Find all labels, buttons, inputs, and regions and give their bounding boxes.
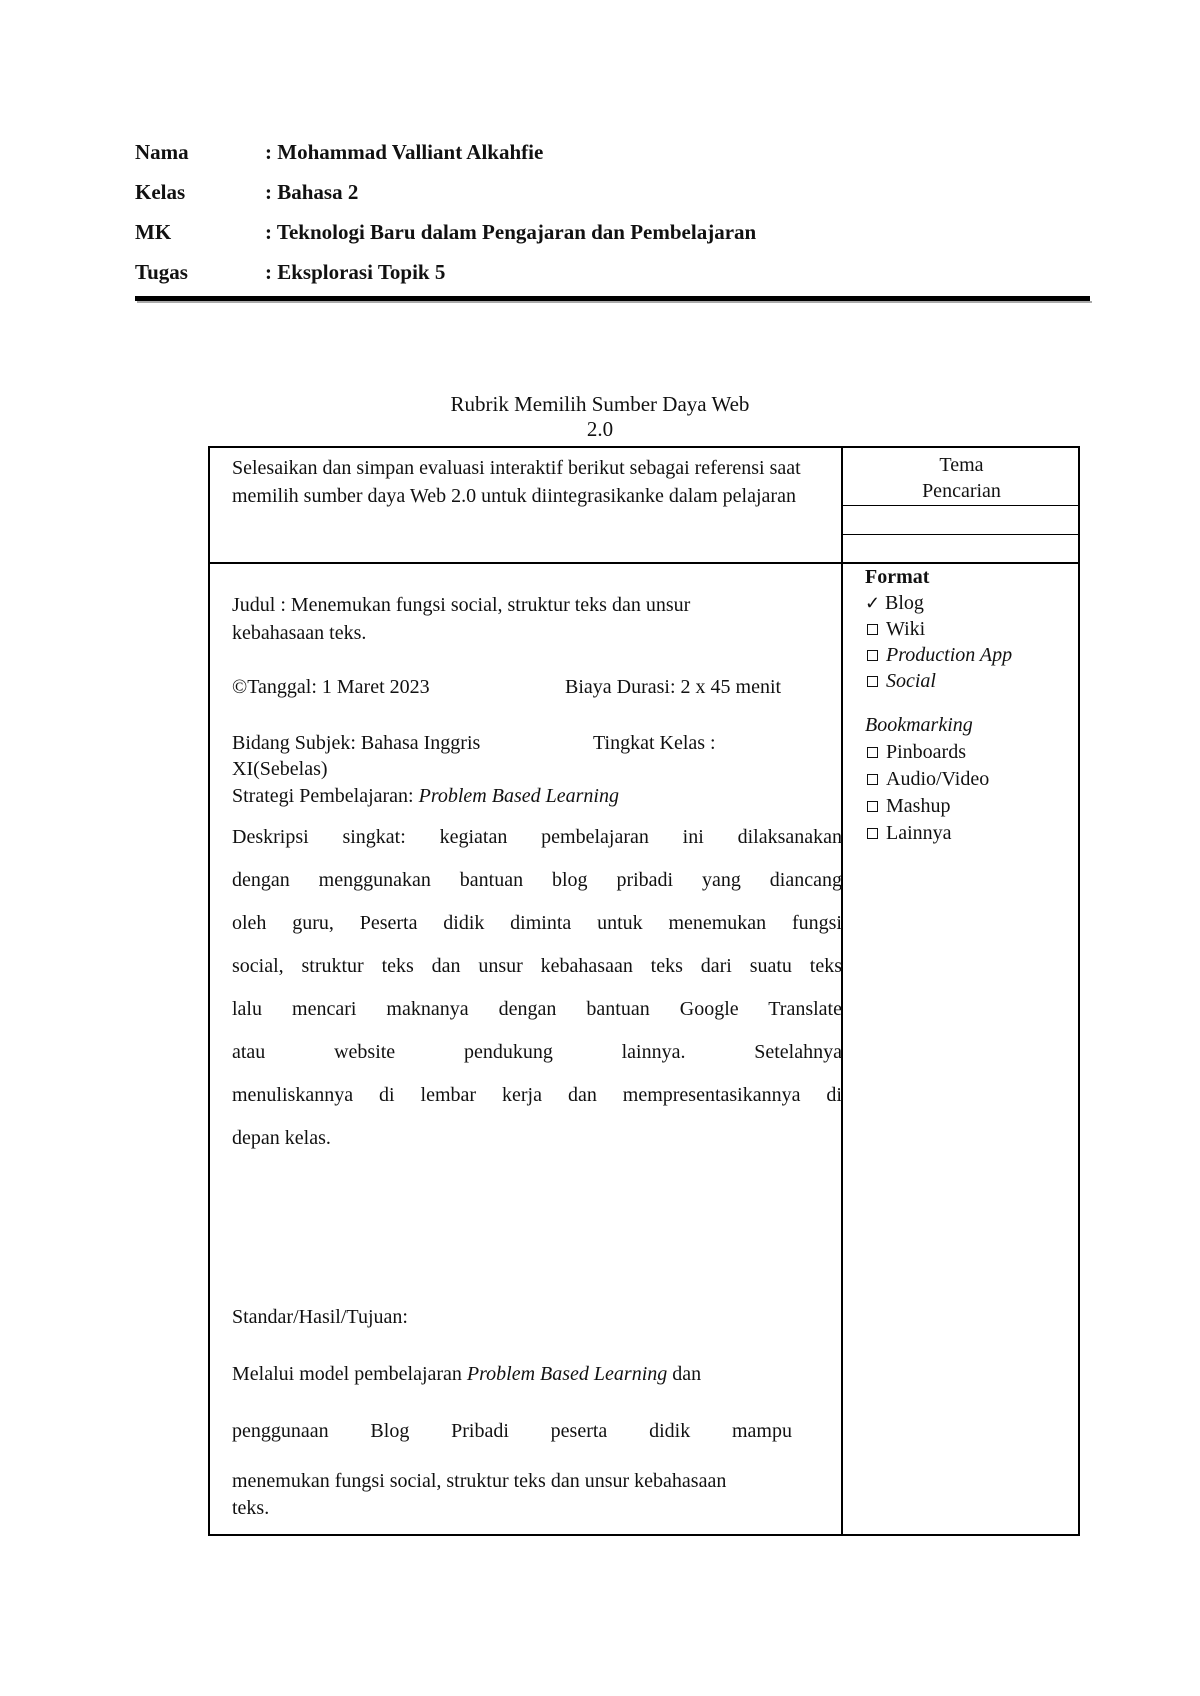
rubric-table	[208, 446, 1080, 1536]
title-line-2: 2.0	[586, 417, 614, 441]
deskripsi-line: atau website pendukung lainnya. Setelahnya	[232, 1041, 842, 1063]
checkbox-icon	[867, 828, 878, 839]
bookmarking-label: Pinboards	[886, 741, 966, 763]
judul-line-1: Judul : Menemukan fungsi social, struktur teks dan unsur	[232, 594, 691, 616]
bookmarking-item-audio-video[interactable]	[865, 766, 989, 793]
header-value: : Teknologi Baru dalam Pengajaran dan Pembelajaran	[265, 220, 757, 244]
header-value: : Bahasa 2	[265, 180, 359, 204]
header-label: Kelas	[135, 180, 186, 204]
standar-line-3: menemukan fungsi social, struktur teks dan unsur kebahasaan	[232, 1470, 727, 1492]
checkbox-icon	[867, 747, 878, 758]
header-divider-shadow	[137, 301, 1092, 303]
bookmarking-heading: Bookmarking	[865, 714, 973, 736]
tema-row-divider	[843, 534, 1080, 535]
strategi-value: Problem Based Learning	[418, 785, 619, 807]
deskripsi-line: lalu mencari maknanya dengan bantuan Google Translate	[232, 998, 842, 1020]
checkbox-icon	[867, 676, 878, 687]
strategi-label: Strategi Pembelajaran:	[232, 785, 414, 807]
bookmarking-label: Mashup	[886, 795, 951, 817]
checkbox-icon	[867, 774, 878, 785]
standar-text: Melalui model pembelajaran	[232, 1363, 467, 1385]
standar-model: Problem Based Learning	[466, 1363, 668, 1385]
checkbox-icon	[867, 650, 878, 661]
tema-row-divider	[843, 505, 1080, 506]
bookmarking-item-pinboards[interactable]	[865, 739, 989, 766]
bookmarking-label: Lainnya	[886, 822, 952, 844]
header-value: : Eksplorasi Topik 5	[265, 260, 446, 284]
standar-label: Standar/Hasil/Tujuan:	[232, 1306, 408, 1328]
format-label: Production App	[886, 644, 1013, 666]
tingkat-kelas-value: XI(Sebelas)	[232, 758, 328, 780]
standar-line-4: teks.	[232, 1497, 270, 1519]
judul-line-2: kebahasaan teks.	[232, 622, 367, 644]
bookmarking-item-mashup[interactable]	[865, 793, 989, 820]
biaya-durasi: Biaya Durasi: 2 x 45 menit	[565, 676, 782, 698]
format-heading: Format	[865, 566, 930, 588]
bookmarking-list	[865, 712, 989, 847]
tanggal: ©Tanggal: 1 Maret 2023	[232, 676, 430, 698]
bidang-subjek: Bidang Subjek: Bahasa Inggris	[232, 732, 481, 754]
format-item-production-app[interactable]	[865, 642, 1012, 668]
deskripsi-line: depan kelas.	[232, 1127, 331, 1149]
deskripsi-line: social, struktur teks dan unsur kebahasaan teks dari suatu teks	[232, 955, 842, 977]
standar-text: dan	[667, 1363, 702, 1385]
header-label: Tugas	[135, 260, 188, 284]
header-label: Nama	[135, 140, 189, 164]
format-item-blog[interactable]	[865, 590, 1012, 616]
format-list	[865, 564, 1012, 694]
format-item-social[interactable]	[865, 668, 1012, 694]
tingkat-kelas-label: Tingkat Kelas :	[593, 732, 716, 754]
format-label: Wiki	[886, 618, 926, 640]
tema-line-1: Tema	[939, 454, 984, 476]
header-label: MK	[135, 220, 172, 244]
format-item-wiki[interactable]	[865, 616, 1012, 642]
tema-line-2: Pencarian	[922, 480, 1001, 502]
standar-line-1	[232, 1346, 792, 1403]
checkbox-icon	[867, 624, 878, 635]
document-title	[380, 392, 820, 442]
deskripsi-line: menuliskannya di lembar kerja dan mempresentasikannya di	[232, 1084, 842, 1106]
intro-text: Selesaikan dan simpan evaluasi interaktif berikut sebagai referensi saat memilih sumber daya Web 2.0 untuk diintegrasikanke dalam pelajaran	[232, 457, 801, 507]
standar-line-2: penggunaan Blog Pribadi peserta didik mampu	[232, 1420, 792, 1442]
deskripsi-paragraph	[232, 816, 842, 1160]
check-icon: ✓	[865, 593, 881, 613]
standar-paragraph	[232, 1346, 792, 1460]
title-line-1: Rubrik Memilih Sumber Daya Web	[450, 392, 750, 416]
tema-pencarian-label	[843, 452, 1080, 504]
bookmarking-label: Audio/Video	[886, 768, 990, 790]
bookmarking-item-lainnya[interactable]	[865, 820, 989, 847]
deskripsi-line: Deskripsi singkat: kegiatan pembelajaran ini dilaksanakan	[232, 826, 842, 848]
deskripsi-line: oleh guru, Peserta didik diminta untuk menemukan fungsi	[232, 912, 842, 934]
deskripsi-line: dengan menggunakan bantuan blog pribadi yang diancang	[232, 869, 842, 891]
format-label: Blog	[885, 592, 924, 614]
checkbox-icon	[867, 801, 878, 812]
header-value: : Mohammad Valliant Alkahfie	[265, 140, 544, 164]
format-label: Social	[886, 670, 936, 692]
strategi-pembelajaran	[232, 785, 619, 808]
